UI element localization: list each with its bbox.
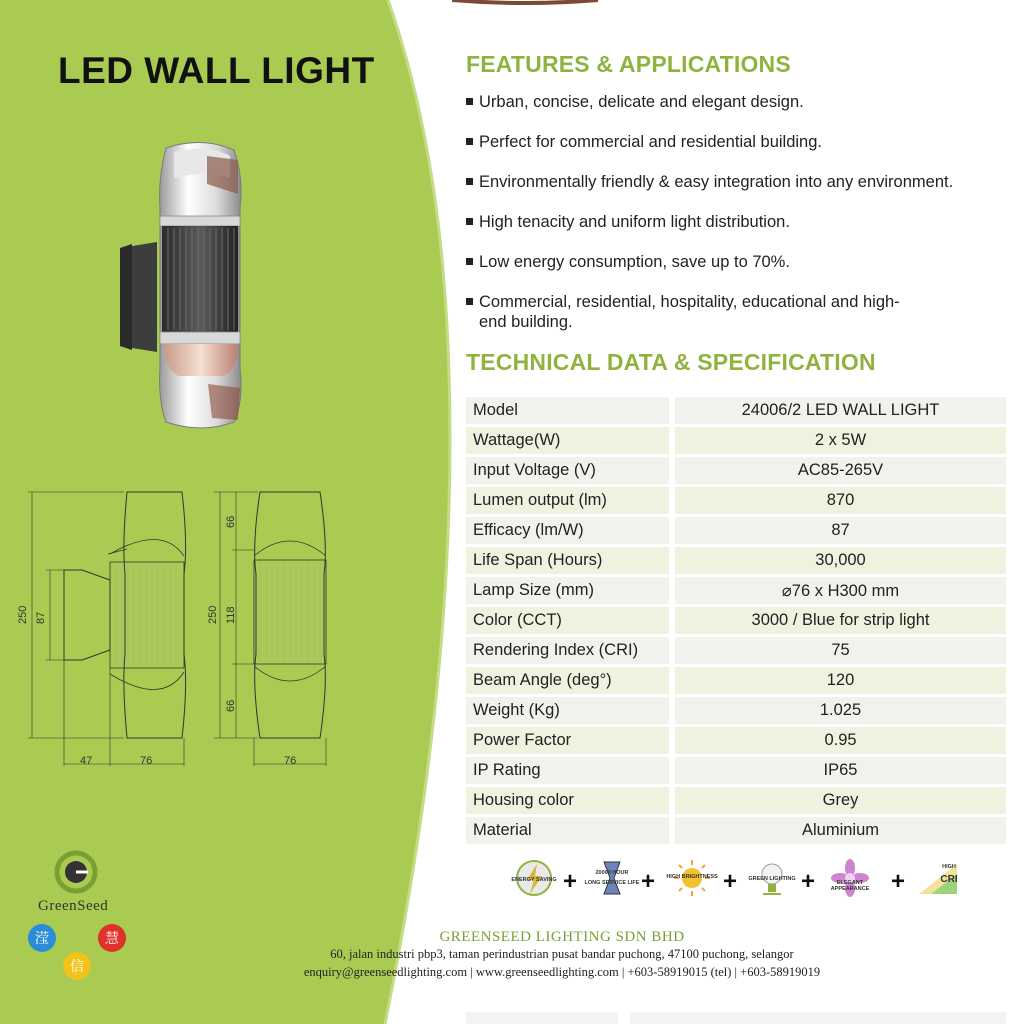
company-contact: enquiry@greenseedlighting.com | www.greenseedlighting.com | +603-58919015 (tel) | +603-58919019 [303, 965, 821, 979]
feature-item: Low energy consumption, save up to 70%. [466, 252, 1022, 272]
features-list [466, 92, 1022, 352]
plus-icon: + [641, 868, 656, 895]
logo-text: GreenSeed [38, 898, 109, 914]
spec-value: 120 [675, 667, 1006, 694]
dim-side-mount-height: 87 [35, 611, 47, 624]
spec-label: Housing color [466, 787, 669, 814]
feature-item: Environmentally friendly & easy integration into any environment. [466, 172, 1022, 192]
spec-value: Grey [675, 787, 1006, 814]
spec-value: ⌀76 x H300 mm [675, 577, 1006, 604]
badge-label: GREEN LIGHTING [748, 876, 796, 882]
badge-label: ELEGANT APPEARANCE [830, 880, 870, 892]
badge-label-top: HIGH [942, 864, 956, 870]
spec-value: 1.025 [675, 697, 1006, 724]
spec-value: 3000 / Blue for strip light [675, 607, 1006, 634]
spec-value: 0.95 [675, 727, 1006, 754]
dim-side-total: 250 [17, 605, 29, 624]
badge-label: HIGH BRIGHTNESS [666, 874, 718, 880]
product-photo [112, 138, 252, 434]
spec-value: 24006/2 LED WALL LIGHT [675, 397, 1006, 424]
bulb-icon [743, 858, 801, 904]
spec-value: Aluminium [675, 817, 1006, 844]
table-row [466, 757, 1006, 784]
spec-label: Input Voltage (V) [466, 457, 669, 484]
table-row [466, 457, 1006, 484]
table-row [466, 817, 1006, 844]
spec-value: 30,000 [675, 547, 1006, 574]
plus-icon: + [891, 868, 906, 895]
dim-side-mount-depth: 47 [80, 755, 93, 767]
badge-label: ENERGY SAVING [511, 877, 557, 883]
spec-table [466, 394, 1006, 847]
plus-icon: + [801, 868, 816, 895]
features-title: FEATURES & APPLICATIONS [466, 51, 791, 77]
spec-label: Life Span (Hours) [466, 547, 669, 574]
side-view-drawing [12, 484, 202, 774]
spec-label: Material [466, 817, 669, 844]
feature-badges [505, 858, 965, 908]
table-row [466, 787, 1006, 814]
spec-value: 2 x 5W [675, 427, 1006, 454]
spec-value: IP65 [675, 757, 1006, 784]
front-view-drawing [204, 484, 344, 774]
table-row [466, 547, 1006, 574]
feature-item: Perfect for commercial and residential building. [466, 132, 1022, 152]
specs-title: TECHNICAL DATA & SPECIFICATION [466, 349, 876, 375]
badge-label-top: 20000 HOUR [595, 870, 629, 876]
hourglass-icon [583, 858, 641, 904]
spec-label: Wattage(W) [466, 427, 669, 454]
table-row [466, 577, 1006, 604]
badge-label: LONG SERVICE LIFE [584, 880, 640, 886]
spec-label: Lamp Size (mm) [466, 577, 669, 604]
spec-label: Beam Angle (deg°) [466, 667, 669, 694]
company-name: GREENSEED LIGHTING SDN BHD [439, 929, 685, 945]
svg-text:滢: 滢 [35, 931, 49, 947]
table-row [466, 697, 1006, 724]
plus-icon: + [723, 868, 738, 895]
feature-item: Urban, concise, delicate and elegant design. [466, 92, 1022, 112]
table-row [466, 637, 1006, 664]
spec-label: Efficacy (lm/W) [466, 517, 669, 544]
table-row [466, 517, 1006, 544]
company-address: 60, jalan industri pbp3, taman perindustrian pusat bandar puchong, 47100 puchong, selangor [330, 947, 794, 961]
flower-icon [821, 858, 879, 904]
table-row [466, 487, 1006, 514]
energy-saving-icon [505, 858, 563, 904]
dim-side-width: 76 [140, 755, 153, 767]
spec-label: Rendering Index (CRI) [466, 637, 669, 664]
feature-item: High tenacity and uniform light distribution. [466, 212, 1022, 232]
footer-bar-right [630, 1012, 1006, 1024]
spec-value: 870 [675, 487, 1006, 514]
table-row [466, 607, 1006, 634]
sun-icon [663, 858, 721, 904]
dim-front-width: 76 [284, 755, 297, 767]
dim-front-middle: 118 [225, 606, 237, 624]
table-row [466, 397, 1006, 424]
table-row [466, 727, 1006, 754]
badge-label: CRI [940, 874, 958, 885]
svg-text:慧: 慧 [105, 931, 119, 947]
spec-label: Lumen output (lm) [466, 487, 669, 514]
footer-bar-left [466, 1012, 618, 1024]
spec-value: 75 [675, 637, 1006, 664]
cri-icon [913, 858, 963, 904]
dim-front-total: 250 [207, 605, 219, 624]
dim-front-bottom: 66 [225, 699, 237, 712]
spec-label: Model [466, 397, 669, 424]
product-title: LED WALL LIGHT [58, 50, 375, 91]
table-row [466, 427, 1006, 454]
feature-item: Commercial, residential, hospitality, educational and high-end building. [466, 292, 919, 332]
spec-label: Power Factor [466, 727, 669, 754]
spec-label: Color (CCT) [466, 607, 669, 634]
svg-text:信: 信 [70, 959, 84, 975]
spec-value: 87 [675, 517, 1006, 544]
table-row [466, 667, 1006, 694]
spec-label: Weight (Kg) [466, 697, 669, 724]
dim-front-top: 66 [225, 515, 237, 528]
spec-label: IP Rating [466, 757, 669, 784]
plus-icon: + [563, 868, 578, 895]
spec-value: AC85-265V [675, 457, 1006, 484]
